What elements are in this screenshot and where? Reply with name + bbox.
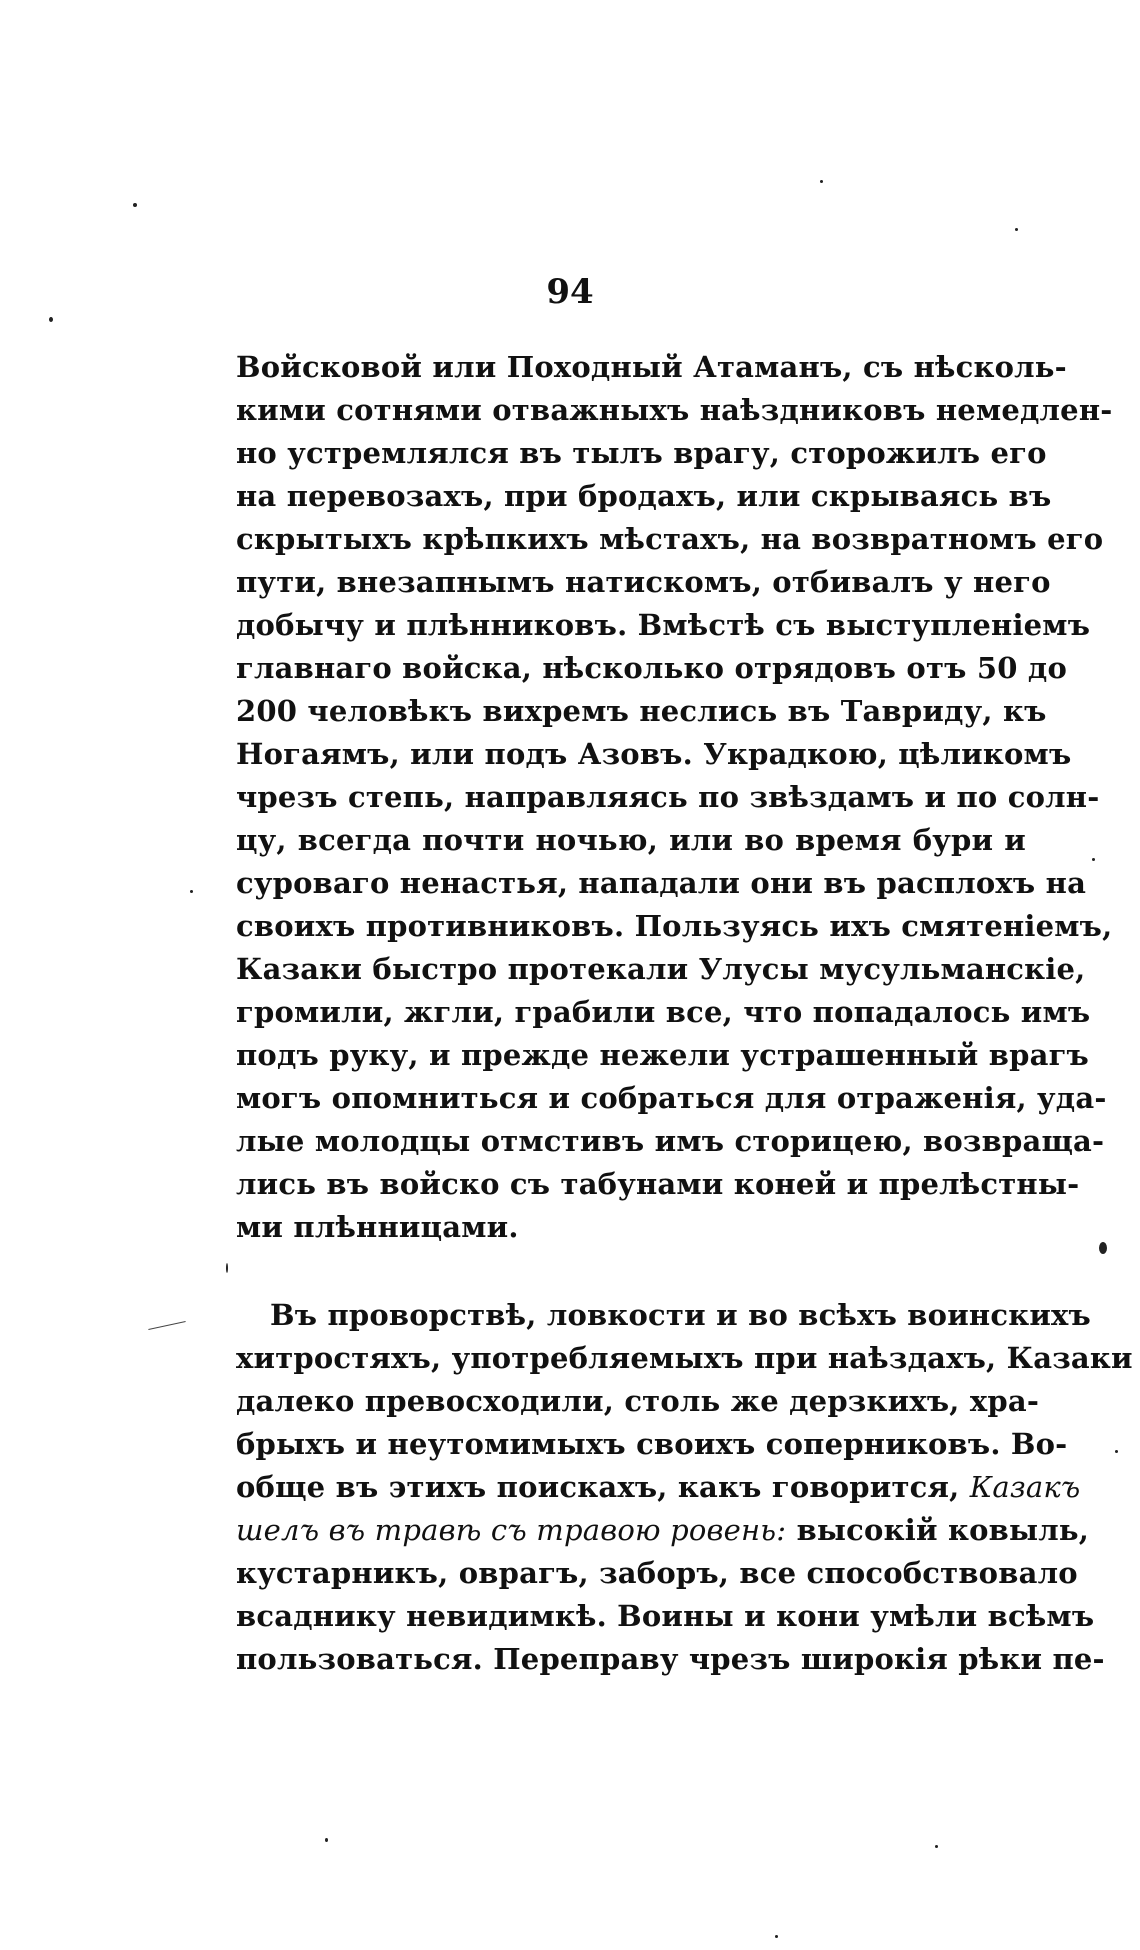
text-line: своихъ противниковъ. Пользуясь ихъ смятеніемъ,: [236, 909, 1113, 943]
paragraph-2: [236, 1294, 1133, 1681]
scan-speck: [1015, 228, 1018, 231]
text-line: суроваго ненастья, нападали они въ расплохъ на: [236, 866, 1087, 900]
text-line: ми плѣнницами.: [236, 1210, 519, 1244]
text-line: подъ руку, и прежде нежели устрашенный врагъ: [236, 1038, 1090, 1072]
text-line: громили, жгли, грабили все, что попадалось имъ: [236, 995, 1091, 1029]
text-line: чрезъ степь, направляясь по звѣздамъ и по солн-: [236, 780, 1100, 814]
scan-speck: [935, 1845, 938, 1848]
text-segment: обще въ этихъ поискахъ, какъ говорится,: [236, 1470, 960, 1504]
text-line: Ногаямъ, или подъ Азовъ. Украдкою, цѣликомъ: [236, 737, 1072, 771]
text-line: добычу и плѣнниковъ. Вмѣстѣ съ выступленіемъ: [236, 608, 1091, 642]
scan-speck: [1115, 1450, 1118, 1453]
paragraph-1: [236, 346, 1113, 1249]
scan-speck: [820, 180, 823, 183]
scan-speck: [1099, 1242, 1107, 1254]
scan-speck: [775, 1935, 778, 1938]
text-line: лись въ войско съ табунами коней и прелѣстны-: [236, 1167, 1080, 1201]
text-line: на перевозахъ, при бродахъ, или скрываясь въ: [236, 479, 1052, 513]
text-line: Казаки быстро протекали Улусы мусульманскіе,: [236, 952, 1086, 986]
scan-speck: [1092, 858, 1095, 861]
text-line: всаднику невидимкѣ. Воины и кони умѣли всѣмъ: [236, 1599, 1095, 1633]
text-line: пути, внезапнымъ натискомъ, отбивалъ у него: [236, 565, 1051, 599]
scan-speck: [325, 1838, 328, 1842]
italic-text-segment: шелъ въ травѣ съ травою ровень:: [236, 1513, 787, 1547]
text-line: далеко превосходили, столь же дерзкихъ, хра-: [236, 1384, 1040, 1418]
scan-speck: [133, 203, 137, 207]
text-line: брыхъ и неутомимыхъ своихъ соперниковъ. Во-: [236, 1427, 1068, 1461]
text-line: но устремлялся въ тылъ врагу, сторожилъ его: [236, 436, 1047, 470]
italic-text-segment: Казакъ: [969, 1470, 1081, 1504]
text-line: Въ проворствѣ, ловкости и во всѣхъ воинскихъ: [270, 1298, 1091, 1332]
text-line: пользоваться. Переправу чрезъ широкія рѣки пе-: [236, 1642, 1105, 1676]
text-line: цу, всегда почти ночью, или во время бури и: [236, 823, 1026, 857]
scan-speck: [49, 317, 53, 322]
scan-speck: [226, 1263, 228, 1273]
page-number: 94: [546, 272, 594, 312]
text-line: скрытыхъ крѣпкихъ мѣстахъ, на возвратномъ его: [236, 522, 1104, 556]
text-line: кими сотнями отважныхъ наѣздниковъ немедлен-: [236, 393, 1113, 427]
text-line: 200 человѣкъ вихремъ неслись въ Тавриду, къ: [236, 694, 1047, 728]
text-line: кустарникъ, оврагъ, заборъ, все способствовало: [236, 1556, 1078, 1590]
text-segment: высокій ковыль,: [796, 1513, 1090, 1547]
scan-speck: [190, 890, 193, 893]
text-line: могъ опомниться и собраться для отраженія, уда-: [236, 1081, 1107, 1115]
scan-stroke: [148, 1321, 185, 1330]
text-line: главнаго войска, нѣсколько отрядовъ отъ 50 до: [236, 651, 1067, 685]
text-line: лые молодцы отмстивъ имъ сторицею, возвраща-: [236, 1124, 1105, 1158]
text-line: Войсковой или Походный Атаманъ, съ нѣсколь-: [236, 350, 1067, 384]
text-line: хитростяхъ, употребляемыхъ при наѣздахъ, Казаки: [236, 1341, 1133, 1375]
text-line: [236, 1466, 1081, 1509]
text-line: [236, 1509, 1090, 1552]
